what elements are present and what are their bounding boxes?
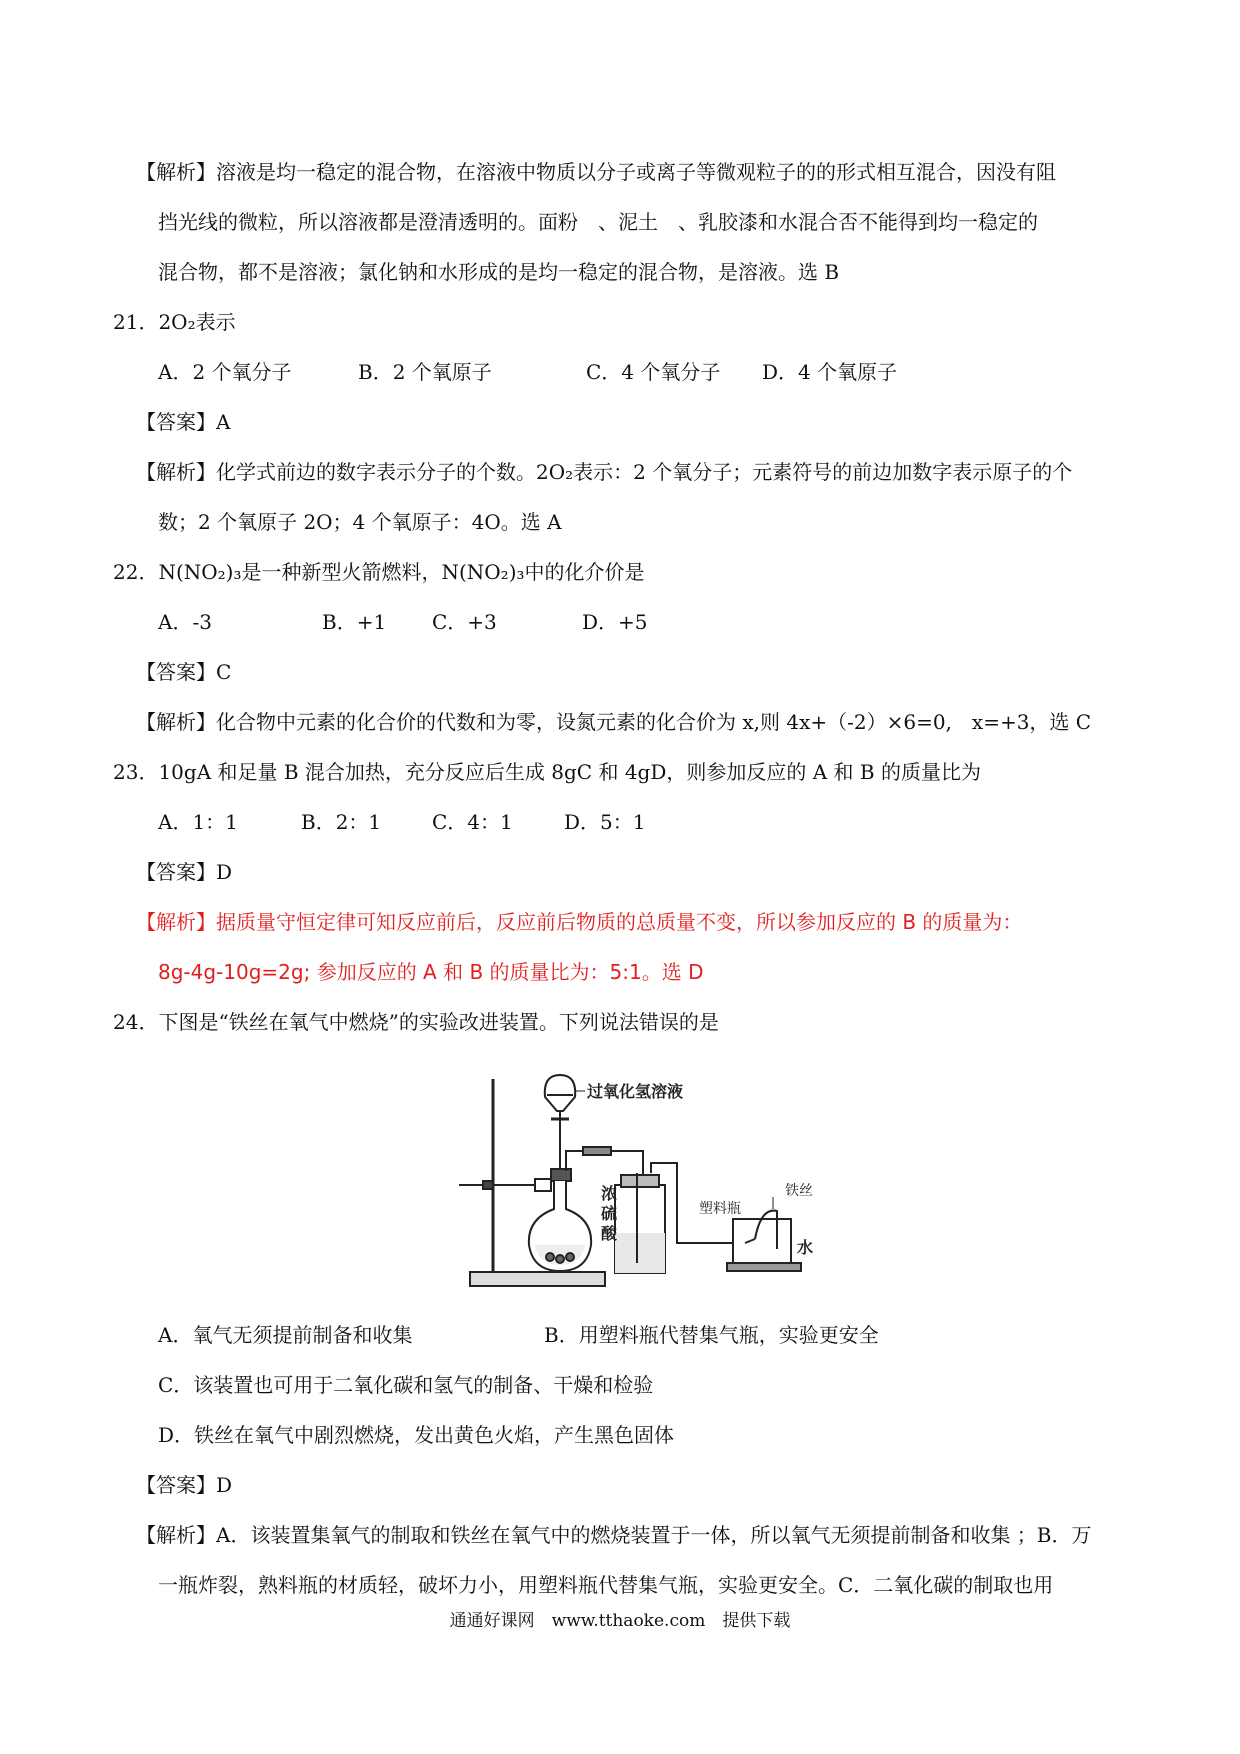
- q24-option-c: C．该装置也可用于二氧化碳和氢气的制备、干燥和检验: [158, 1373, 654, 1397]
- q20-analysis-line-3: 混合物，都不是溶液；氯化钠和水形成的是均一稳定的混合物，是溶液。选 B: [158, 260, 840, 284]
- bottle-base: [727, 1263, 801, 1271]
- q23-option-d: D．5：1: [564, 810, 646, 834]
- q21-question: 21．2O₂表示: [113, 310, 236, 334]
- q24-question: 24．下图是“铁丝在氧气中燃烧”的实验改进装置。下列说法错误的是: [113, 1010, 719, 1034]
- q20-analysis-line-2: 挡光线的微粒，所以溶液都是澄清透明的。面粉 、泥土 、乳胶漆和水混合否不能得到均一稳定的: [158, 210, 1038, 234]
- label-acid-2: 硫: [601, 1204, 618, 1223]
- q22-option-c: C．+3: [432, 610, 497, 634]
- q23-option-a: A．1：1: [158, 810, 238, 834]
- q24-option-b: B．用塑料瓶代替集气瓶，实验更安全: [544, 1323, 879, 1347]
- stand-base: [470, 1272, 605, 1286]
- q22-option-a: A．-3: [158, 610, 212, 634]
- stopper: [551, 1169, 571, 1181]
- q22-option-d: D．+5: [582, 610, 648, 634]
- q21-analysis-line-2: 数；2 个氧原子 2O；4 个氧原子：4O。选 A: [158, 510, 562, 534]
- apparatus-figure: [455, 1067, 855, 1292]
- q21-option-c: C．4 个氧分子: [586, 360, 721, 384]
- q24-option-d: D．铁丝在氧气中剧烈燃烧，发出黄色火焰，产生黑色固体: [158, 1423, 675, 1447]
- q21-options: [158, 358, 897, 386]
- page-footer: 通通好课网 www.tthaoke.com 提供下载: [449, 1611, 791, 1631]
- plastic-bottle: [733, 1219, 791, 1263]
- q23-analysis-line-2: 8g-4g-10g=2g; 参加反应的 A 和 B 的质量比为：5:1。选 D: [158, 960, 704, 984]
- q23-option-b: B．2：1: [301, 810, 382, 834]
- label-plastic-bottle: 塑料瓶: [699, 1201, 741, 1217]
- q21-option-a: A．2 个氧分子: [158, 360, 292, 384]
- q22-options: [158, 608, 648, 636]
- q22-option-b: B．+1: [322, 610, 387, 634]
- q21-analysis-line-1: 【解析】化学式前边的数字表示分子的个数。2O₂表示：2 个氧分子；元素符号的前边加数字表示原子的个: [136, 460, 1073, 484]
- label-water: 水: [797, 1238, 814, 1257]
- label-iron-wire: 铁丝: [785, 1183, 813, 1199]
- q23-analysis-line-1: 【解析】据质量守恒定律可知反应前后，反应前后物质的总质量不变，所以参加反应的 B 的质量为：: [136, 910, 1023, 934]
- label-hydrogen-peroxide: 过氧化氢溶液: [587, 1082, 684, 1101]
- q22-analysis: 【解析】化合物中元素的化合价的代数和为零，设氮元素的化合价为 x,则 4x+（-2）×6=0, x=+3，选 C: [136, 710, 1092, 734]
- q24-analysis-line-2: 一瓶炸裂，熟料瓶的材质轻，破坏力小，用塑料瓶代替集气瓶，实验更安全。C．二氧化碳的制取也用: [158, 1573, 1054, 1597]
- q24-options-row-1: [158, 1321, 879, 1349]
- separatory-funnel: [545, 1075, 575, 1111]
- q21-answer: 【答案】A: [136, 410, 231, 434]
- label-acid-3: 酸: [601, 1224, 618, 1243]
- q21-option-b: B．2 个氧原子: [358, 360, 492, 384]
- q24-answer: 【答案】D: [136, 1473, 233, 1497]
- q23-question: 23．10gA 和足量 B 混合加热，充分反应后生成 8gC 和 4gD，则参加反应的 A 和 B 的质量比为: [113, 760, 981, 784]
- q23-option-c: C．4：1: [432, 810, 513, 834]
- q24-option-a: A．氧气无须提前制备和收集: [158, 1323, 413, 1347]
- q22-answer: 【答案】C: [136, 660, 232, 684]
- q23-answer: 【答案】D: [136, 860, 233, 884]
- label-acid-1: 浓: [601, 1184, 618, 1203]
- q21-option-d: D．4 个氧原子: [762, 360, 898, 384]
- q22-question: 22．N(NO₂)₃是一种新型火箭燃料，N(NO₂)₃中的化介价是: [113, 560, 645, 584]
- q24-analysis-line-1: 【解析】A．该装置集氧气的制取和铁丝在氧气中的燃烧装置于一体，所以氧气无须提前制备和收集 ；B．万: [136, 1523, 1092, 1547]
- q20-analysis-line-1: 【解析】溶液是均一稳定的混合物，在溶液中物质以分子或离子等微观粒子的的形式相互混合，因没有阻: [136, 160, 1056, 184]
- q23-options: [158, 808, 645, 836]
